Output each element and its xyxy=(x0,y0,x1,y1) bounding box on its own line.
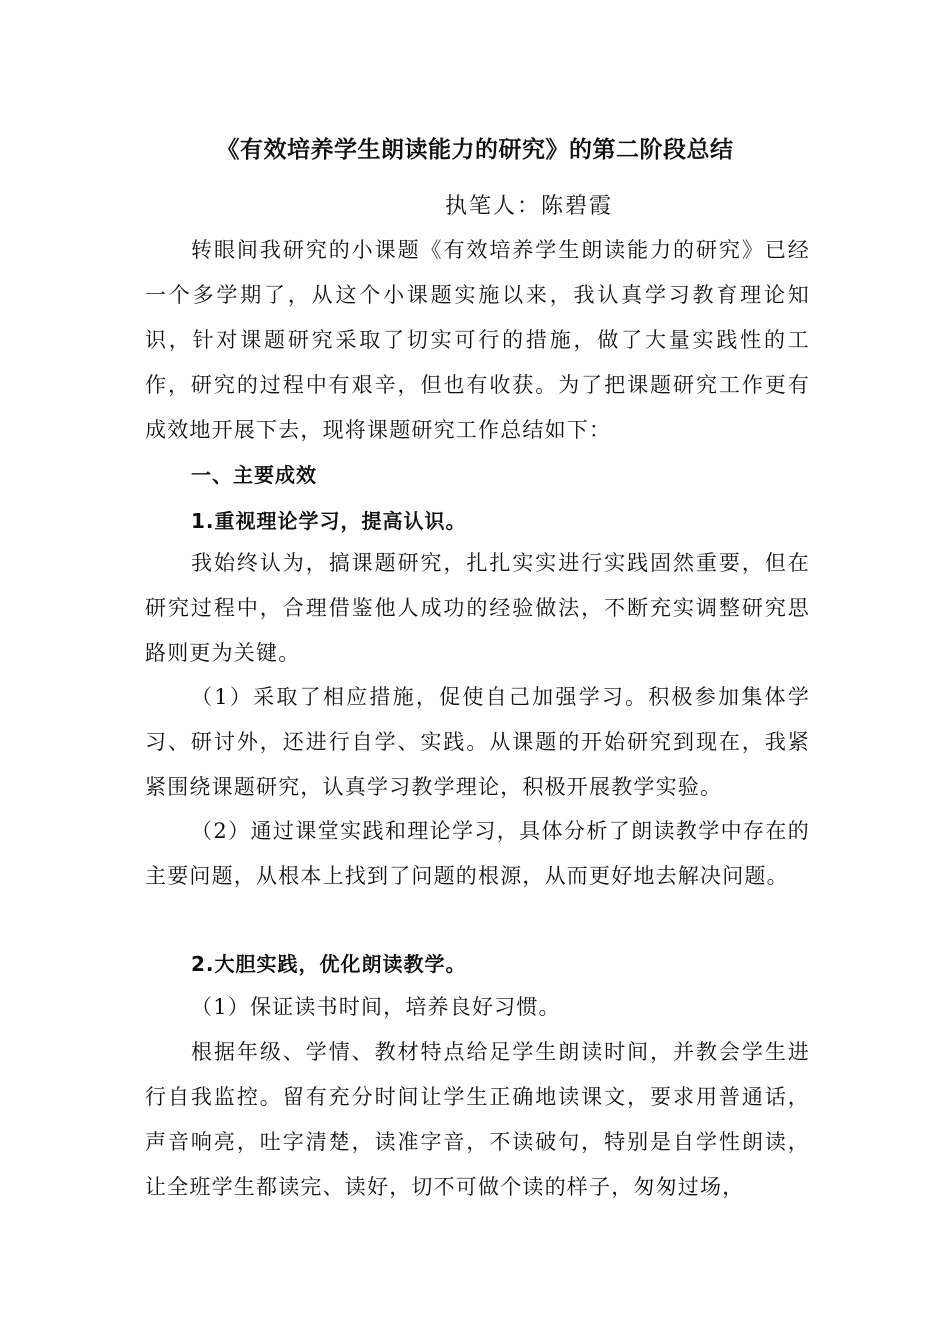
author-line: 执笔人：陈碧霞 xyxy=(445,194,614,219)
theory-study-item-2: （2）通过课堂实践和理论学习，具体分析了朗读教学中存在的主要问题，从根本上找到了问题的根源，从而更好地去解决问题。 xyxy=(145,819,810,888)
practice-item-1-heading: （1）保证读书时间，培养良好习惯。 xyxy=(191,995,561,1019)
practice-item-1-paragraph: 根据年级、学情、教材特点给足学生朗读时间，并教会学生进行自我监控。留有充分时间让学生正确地读课文，要求用普通话，声音响亮，吐字清楚，读准字音，不读破句，特别是自学性朗读，让全班学生都读完、读好，切不可做个读的样子，匆匆过场， xyxy=(145,1040,810,1199)
subsection-heading-practice: 2.大胆实践，优化朗读教学。 xyxy=(191,952,467,976)
document-title: 《有效培养学生朗读能力的研究》的第二阶段总结 xyxy=(216,137,734,163)
subsection-heading-theory-study: 1.重视理论学习，提高认识。 xyxy=(191,509,467,533)
section-heading-main-results: 一、主要成效 xyxy=(191,463,317,487)
theory-study-paragraph: 我始终认为，搞课题研究，扎扎实实进行实践固然重要，但在研究过程中，合理借鉴他人成功的经验做法，不断充实调整研究思路则更为关键。 xyxy=(145,551,810,665)
theory-study-item-1: （1）采取了相应措施，促使自己加强学习。积极参加集体学习、研讨外，还进行自学、实践。从课题的开始研究到现在，我紧紧围绕课题研究，认真学习教学理论，积极开展教学实验。 xyxy=(145,685,810,799)
intro-paragraph: 转眼间我研究的小课题《有效培养学生朗读能力的研究》已经一个多学期了，从这个小课题实施以来，我认真学习教育理论知识，针对课题研究采取了切实可行的措施，做了大量实践性的工作，研究的过程中有艰辛，但也有收获。为了把课题研究工作更有成效地开展下去，现将课题研究工作总结如下： xyxy=(145,238,810,442)
